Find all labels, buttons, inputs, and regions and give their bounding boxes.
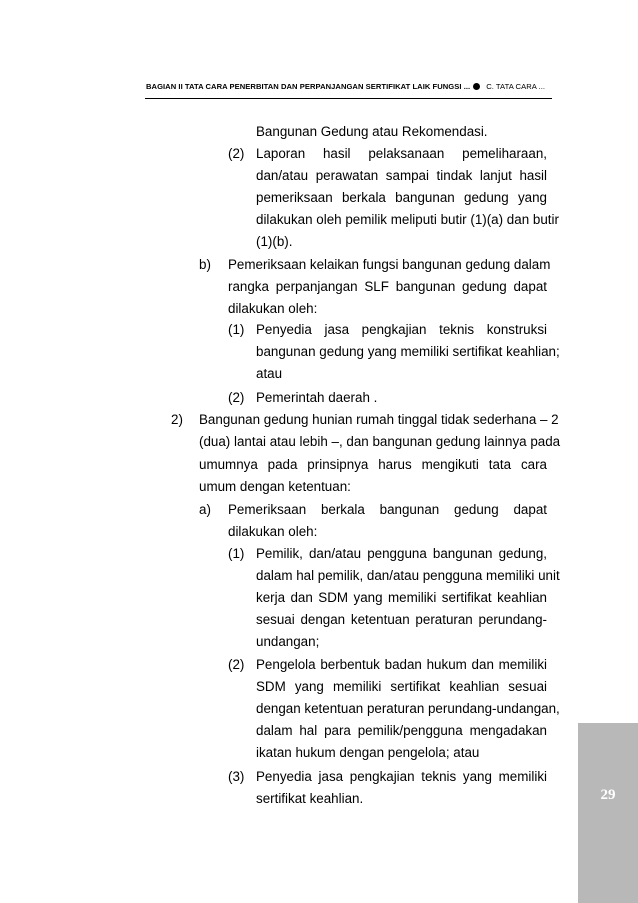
text-line: Pemilik, dan/atau pengguna bangunan gedung, [256,546,547,561]
header-section: BAGIAN II TATA CARA PENERBITAN DAN PERPANJANGAN SERTIFIKAT LAIK FUNGSI ... [146,82,471,91]
text-line: rangka perpanjangan SLF bangunan gedung dapat [228,279,547,294]
text-line: Penyedia jasa pengkajian teknis konstruksi [256,322,547,337]
list-marker: (1) [228,322,245,337]
text-line: dilakukan oleh: [228,524,318,539]
text-line: Pemerintah daerah . [256,390,378,405]
text-line: sertifikat keahlian. [256,791,364,806]
running-header [146,82,550,91]
text-line: undangan; [256,634,320,649]
text-line: dengan ketentuan peraturan perundang-undangan, [256,701,560,716]
text-line: pemeriksaan berkala bangunan gedung yang [256,190,547,205]
list-marker: (2) [228,657,245,672]
text-line: Bangunan gedung hunian rumah tinggal tidak sederhana – 2 [199,412,559,427]
list-marker: 2) [171,412,183,427]
list-marker: (2) [228,146,245,161]
list-marker: (3) [228,769,245,784]
list-marker: b) [199,257,211,272]
text-line: Pemeriksaan kelaikan fungsi bangunan gedung dalam [228,257,551,272]
text-line: dalam hal para pemilik/pengguna mengadakan [256,723,547,738]
header-subsection: C. TATA CARA ... [486,82,546,91]
text-line: Pengelola berbentuk badan hukum dan memiliki [256,657,547,672]
text-line: Penyedia jasa pengkajian teknis yang memiliki [256,769,547,784]
text-line: (dua) lantai atau lebih –, dan bangunan gedung lainnya pada [199,434,561,449]
text-line: dalam hal pemilik, dan/atau pengguna memiliki unit [256,568,560,583]
text-line: Bangunan Gedung atau Rekomendasi. [256,124,488,139]
text-line: atau [256,366,283,381]
text-line: umum dengan ketentuan: [199,479,351,494]
text-line: umumnya pada prinsipnya harus mengikuti tata cara [199,457,547,472]
text-line: (1)(b). [256,234,293,249]
text-line: kerja dan SDM yang memiliki sertifikat keahlian [256,590,547,605]
list-marker: (2) [228,390,245,405]
text-line: SDM yang memiliki sertifikat keahlian sesuai [256,679,547,694]
text-line: Pemeriksaan berkala bangunan gedung dapat [228,502,547,517]
bullet-dot-icon [473,83,480,90]
text-line: ikatan hukum dengan pengelola; atau [256,745,480,760]
text-line: dilakukan oleh pemilik meliputi butir (1)(a) dan butir [256,212,559,227]
list-marker: a) [199,502,211,517]
list-marker: (1) [228,546,245,561]
text-line: Laporan hasil pelaksanaan pemeliharaan, [256,146,547,161]
text-line: dan/atau perawatan sampai tindak lanjut hasil [256,168,547,183]
text-line: bangunan gedung yang memiliki sertifikat keahlian; [256,344,560,359]
page-number: 29 [600,787,616,803]
page-tab-sidebar [578,723,638,903]
header-rule [145,98,552,99]
text-line: sesuai dengan ketentuan peraturan perundang- [256,612,547,627]
text-line: dilakukan oleh: [228,301,318,316]
